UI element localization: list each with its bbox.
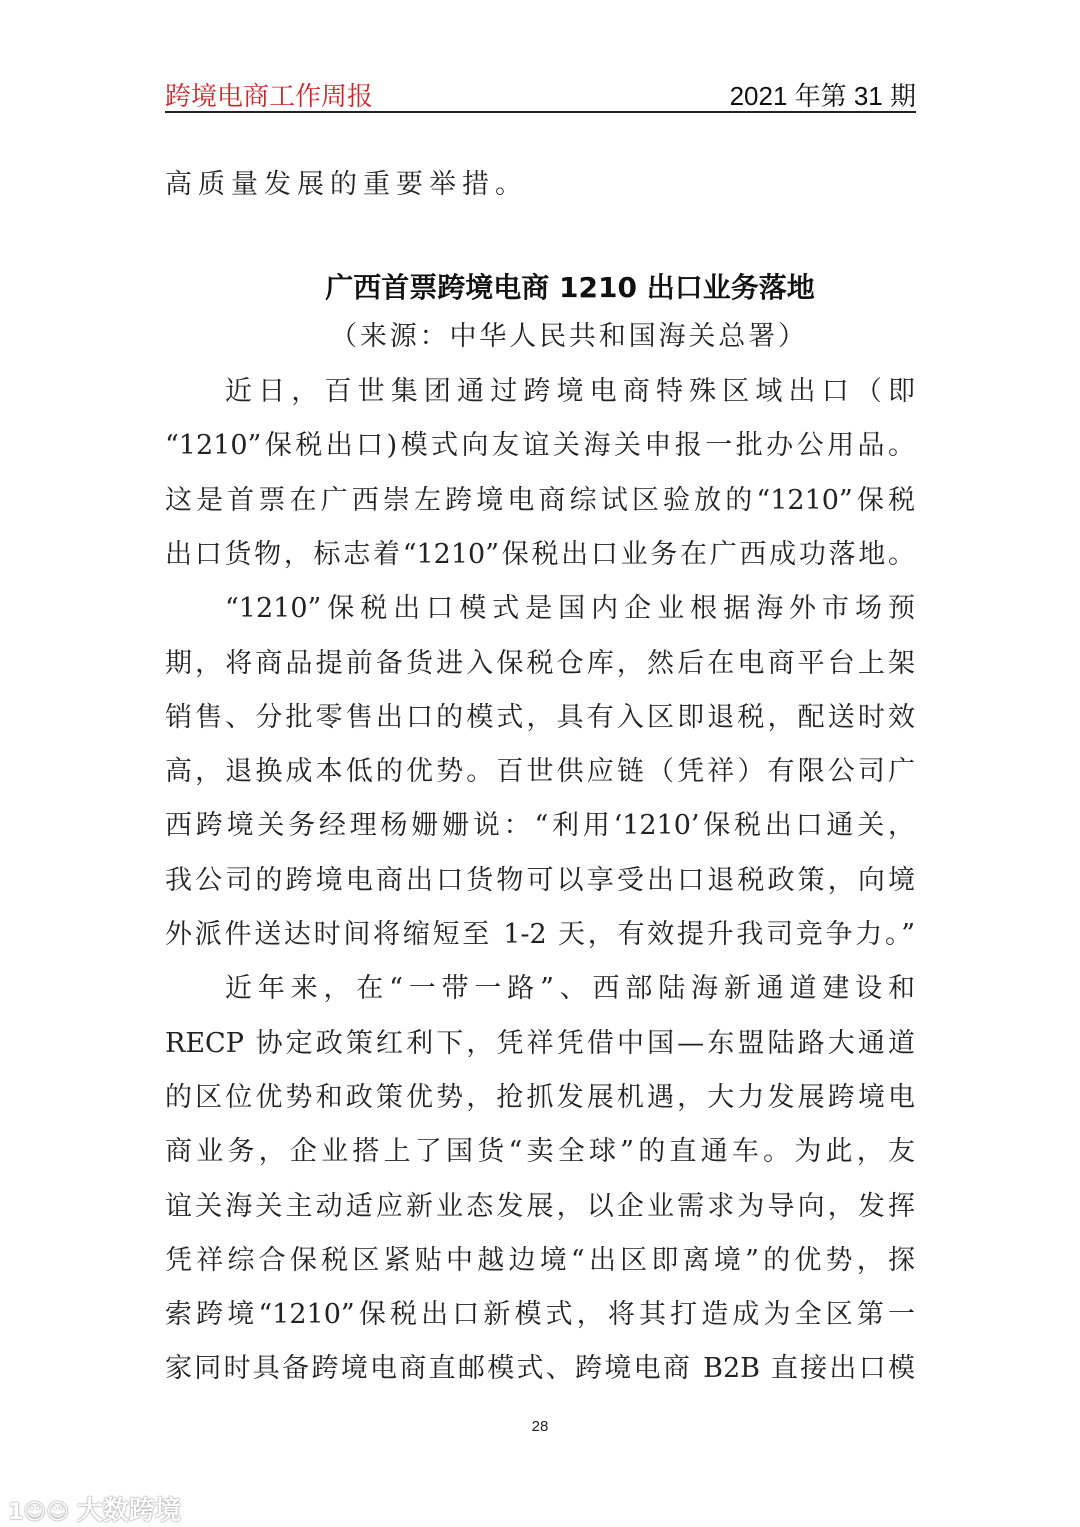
body-line: 西跨境关务经理杨姗姗说：“利用‘1210’保税出口通关， [165,810,915,842]
watermark-text: 大数跨境 [76,1496,181,1526]
carryover-text: 高质量发展的重要举措。 [165,169,528,200]
article-title: 广西首票跨境电商 1210 出口业务落地 [325,271,815,304]
body-line: 我公司的跨境电商出口货物可以享受出口退税政策，向境 [165,864,915,896]
body-line: 这是首票在广西崇左跨境电商综试区验放的“1210”保税 [165,484,915,516]
body-line: 外派件送达时间将缩短至 1-2 天，有效提升我司竞争力。” [165,919,915,950]
header-divider [165,111,916,113]
issue-number: 2021 年第 31 期 [729,81,916,111]
body-line: 谊关海关主动适应新业态发展，以企业需求为导向，发挥 [165,1190,915,1222]
body-line: 家同时具备跨境电商直邮模式、跨境电商 B2B 直接出口模 [165,1353,915,1385]
article-source: （来源：中华人民共和国海关总署） [330,321,805,352]
body-line: RECP 协定政策红利下，凭祥凭借中国—东盟陆路大通道 [165,1027,915,1059]
body-line: 索跨境“1210”保税出口新模式，将其打造成为全区第一 [165,1299,915,1331]
body-line: 凭祥综合保税区紧贴中越边境“出区即离境”的优势，探 [165,1244,915,1276]
body-line: 高，退换成本低的优势。百世供应链（凭祥）有限公司广 [165,756,915,788]
body-line: 商业务，企业搭上了国货“卖全球”的直通车。为此，友 [165,1136,915,1168]
page-number: 28 [531,1418,549,1435]
body-line: 的区位优势和政策优势，抢抓发展机遇，大力发展跨境电 [165,1081,915,1113]
body-line: 期，将商品提前备货进入保税仓库，然后在电商平台上架 [165,647,915,679]
body-line: “1210”保税出口模式是国内企业根据海外市场预 [225,593,915,625]
watermark-logo [8,1490,181,1527]
body-line: 近年来，在“一带一路”、西部陆海新通道建设和 [225,973,915,1005]
publication-title: 跨境电商工作周报 [165,82,374,112]
body-line: 出口货物，标志着“1210”保税出口业务在广西成功落地。 [165,538,915,570]
body-line: 近日，百世集团通过跨境电商特殊区域出口（即 [225,376,915,407]
body-line: “1210”保税出口)模式向友谊关海关申报一批办公用品。 [165,430,915,462]
watermark-icon: 1☺☺ [8,1500,77,1525]
body-line: 销售、分批零售出口的模式，具有入区即退税，配送时效 [165,701,915,733]
